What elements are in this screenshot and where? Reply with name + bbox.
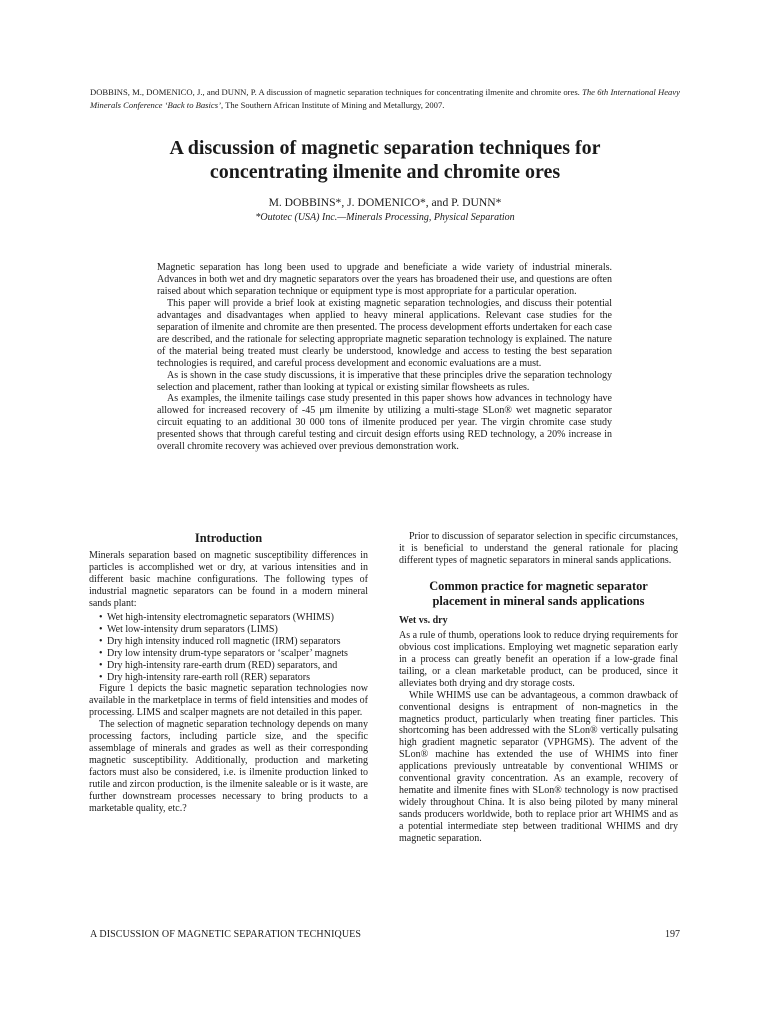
list-item: • Dry high intensity induced roll magnetic (IRM) separators — [101, 636, 368, 648]
list-item: • Dry high-intensity rare-earth roll (RER) separators — [101, 672, 368, 684]
citation — [90, 86, 680, 111]
abstract-paragraph: This paper will provide a brief look at existing magnetic separation technologies, and discuss their potential advantages and disadvantages when applied to heavy mineral applications. Relevant case studies for the separation of ilmenite and chromite are then presented. The process development efforts undertaken for each case are described, and the rationale for selecting appropriate magnetic separation technology is explained. The nature of the material being treated must clearly be understood, knowledge and access to testing the best separation technologies is required, and careful process development and economic evaluations are a must. — [157, 297, 612, 369]
running-title: A DISCUSSION OF MAGNETIC SEPARATION TECHNIQUES — [90, 929, 362, 940]
abstract-paragraph: As examples, the ilmenite tailings case study presented in this paper shows how advances in technology have allowed for increased recovery of -45 μm ilmenite by utilizing a multi-stage SLon® wet magnetic separator circuit equating to an additional 30 000 tons of ilmenite produced per year. The virgin chromite case study presented shows that through careful testing and circuit design efforts using RED technology, a 20% increase in overall chromite recovery was achieved over previous demonstration work. — [157, 393, 612, 453]
citation-publisher: , The Southern African Institute of Mining and Metallurgy, 2007. — [220, 99, 445, 110]
citation-conference: The 6th International Heavy Minerals Conference ‘Back to Basics’ — [90, 87, 680, 110]
list-item: • Wet low-intensity drum separators (LIMS) — [101, 624, 368, 636]
heading-line1: Common practice for magnetic separator — [429, 578, 648, 593]
body-paragraph: As a rule of thumb, operations look to reduce drying requirements for obvious cost implications. Employing wet magnetic separation early in a process can greatly benefit an operation if a low-grade final tailing, or a clean marketable product, can be produced, since it alleviates both drying and dry storage costs. — [399, 629, 678, 689]
affiliation: *Outotec (USA) Inc.—Minerals Processing, Physical Separation — [255, 212, 515, 223]
paper-title-line2: concentrating ilmenite and chromite ores — [209, 161, 561, 183]
abstract-paragraph: As is shown in the case study discussions, it is imperative that these principles drive the separation technology selection and placement, rather than looking at typical or existing similar flowsheets as rules. — [157, 369, 612, 393]
paper-title — [90, 136, 680, 184]
list-item: • Dry low intensity drum-type separators or ‘scalper’ magnets — [101, 648, 368, 660]
paper-title-line1: A discussion of magnetic separation techniques for — [169, 137, 601, 159]
authors: M. DOBBINS*, J. DOMENICO*, and P. DUNN* — [268, 196, 502, 209]
abstract — [157, 262, 612, 453]
body-paragraph: Prior to discussion of separator selection in specific circumstances, it is beneficial to understand the general rationale for placing different types of magnetic separators in mineral sands applications. — [399, 531, 678, 566]
wet-vs-dry-subheading: Wet vs. dry — [399, 614, 448, 626]
abstract-paragraph: Magnetic separation has long been used to upgrade and beneficiate a wide variety of industrial minerals. Advances in both wet and dry magnetic separators over the years has broadened their use, and questions are often raised about which separation technique or equipment type is most appropriate for a particular operation. — [157, 262, 612, 297]
list-item: • Dry high-intensity rare-earth drum (RED) separators, and — [101, 660, 368, 672]
body-paragraph: While WHIMS use can be advantageous, a common drawback of conventional designs is entrapment of non-magnetics in the magnetics product, particularly when treating finer particles. This shortcoming has been addressed with the SLon® vertically pulsating high gradient magnetic separator (VPHGMS). The advent of the SLon® machine has extended the use of WHIMS into finer applications previously untreatable by conventional WHIMS or conventional gravity concentration. As an example, recovery of hematite and ilmenite fines with SLon® technology is now practised widely throughout China. It is also being piloted by many mineral sands producers worldwide, both to replace prior art WHIMS and as a potential intermediate step between traditional WHIMS and dry magnetic separation. — [399, 689, 678, 845]
introduction-heading: Introduction — [194, 531, 263, 545]
intro-paragraph: Minerals separation based on magnetic susceptibility differences in particles is accomplished wet or dry, at various intensities and in different basic machine configurations. The following types of industrial magnetic separators can be found in a modern mineral sands plant: — [89, 550, 368, 609]
heading-line2: placement in mineral sands applications — [432, 593, 645, 608]
intro-paragraph: The selection of magnetic separation technology depends on many processing factors, including particle size, and the specific assemblage of minerals and grades as well as their corresponding magnetic susceptibility. Additionally, production and marketing factors must also be considered, i.e. is ilmenite production linked to rutile and zircon production, is the ilmenite saleable or is it waste, are further downstream processes necessary to bring products to a marketable quality, etc.? — [89, 719, 368, 815]
citation-authors: DOBBINS, M., DOMENICO, J., and DUNN, P. A discussion of magnetic separation techniques for concentrating ilmenite and chromite ores. — [90, 87, 580, 97]
common-practice-heading — [399, 579, 678, 609]
list-item: • Wet high-intensity electromagnetic separators (WHIMS) — [101, 612, 368, 624]
separator-types-list — [89, 612, 368, 684]
page-number: 197 — [665, 929, 680, 940]
intro-paragraph: Figure 1 depicts the basic magnetic separation technologies now available in the marketplace in terms of field intensities and modes of processing. LIMS and scalper magnets are not detailed in this paper. — [89, 683, 368, 719]
left-column — [89, 531, 368, 815]
right-column — [399, 531, 678, 845]
